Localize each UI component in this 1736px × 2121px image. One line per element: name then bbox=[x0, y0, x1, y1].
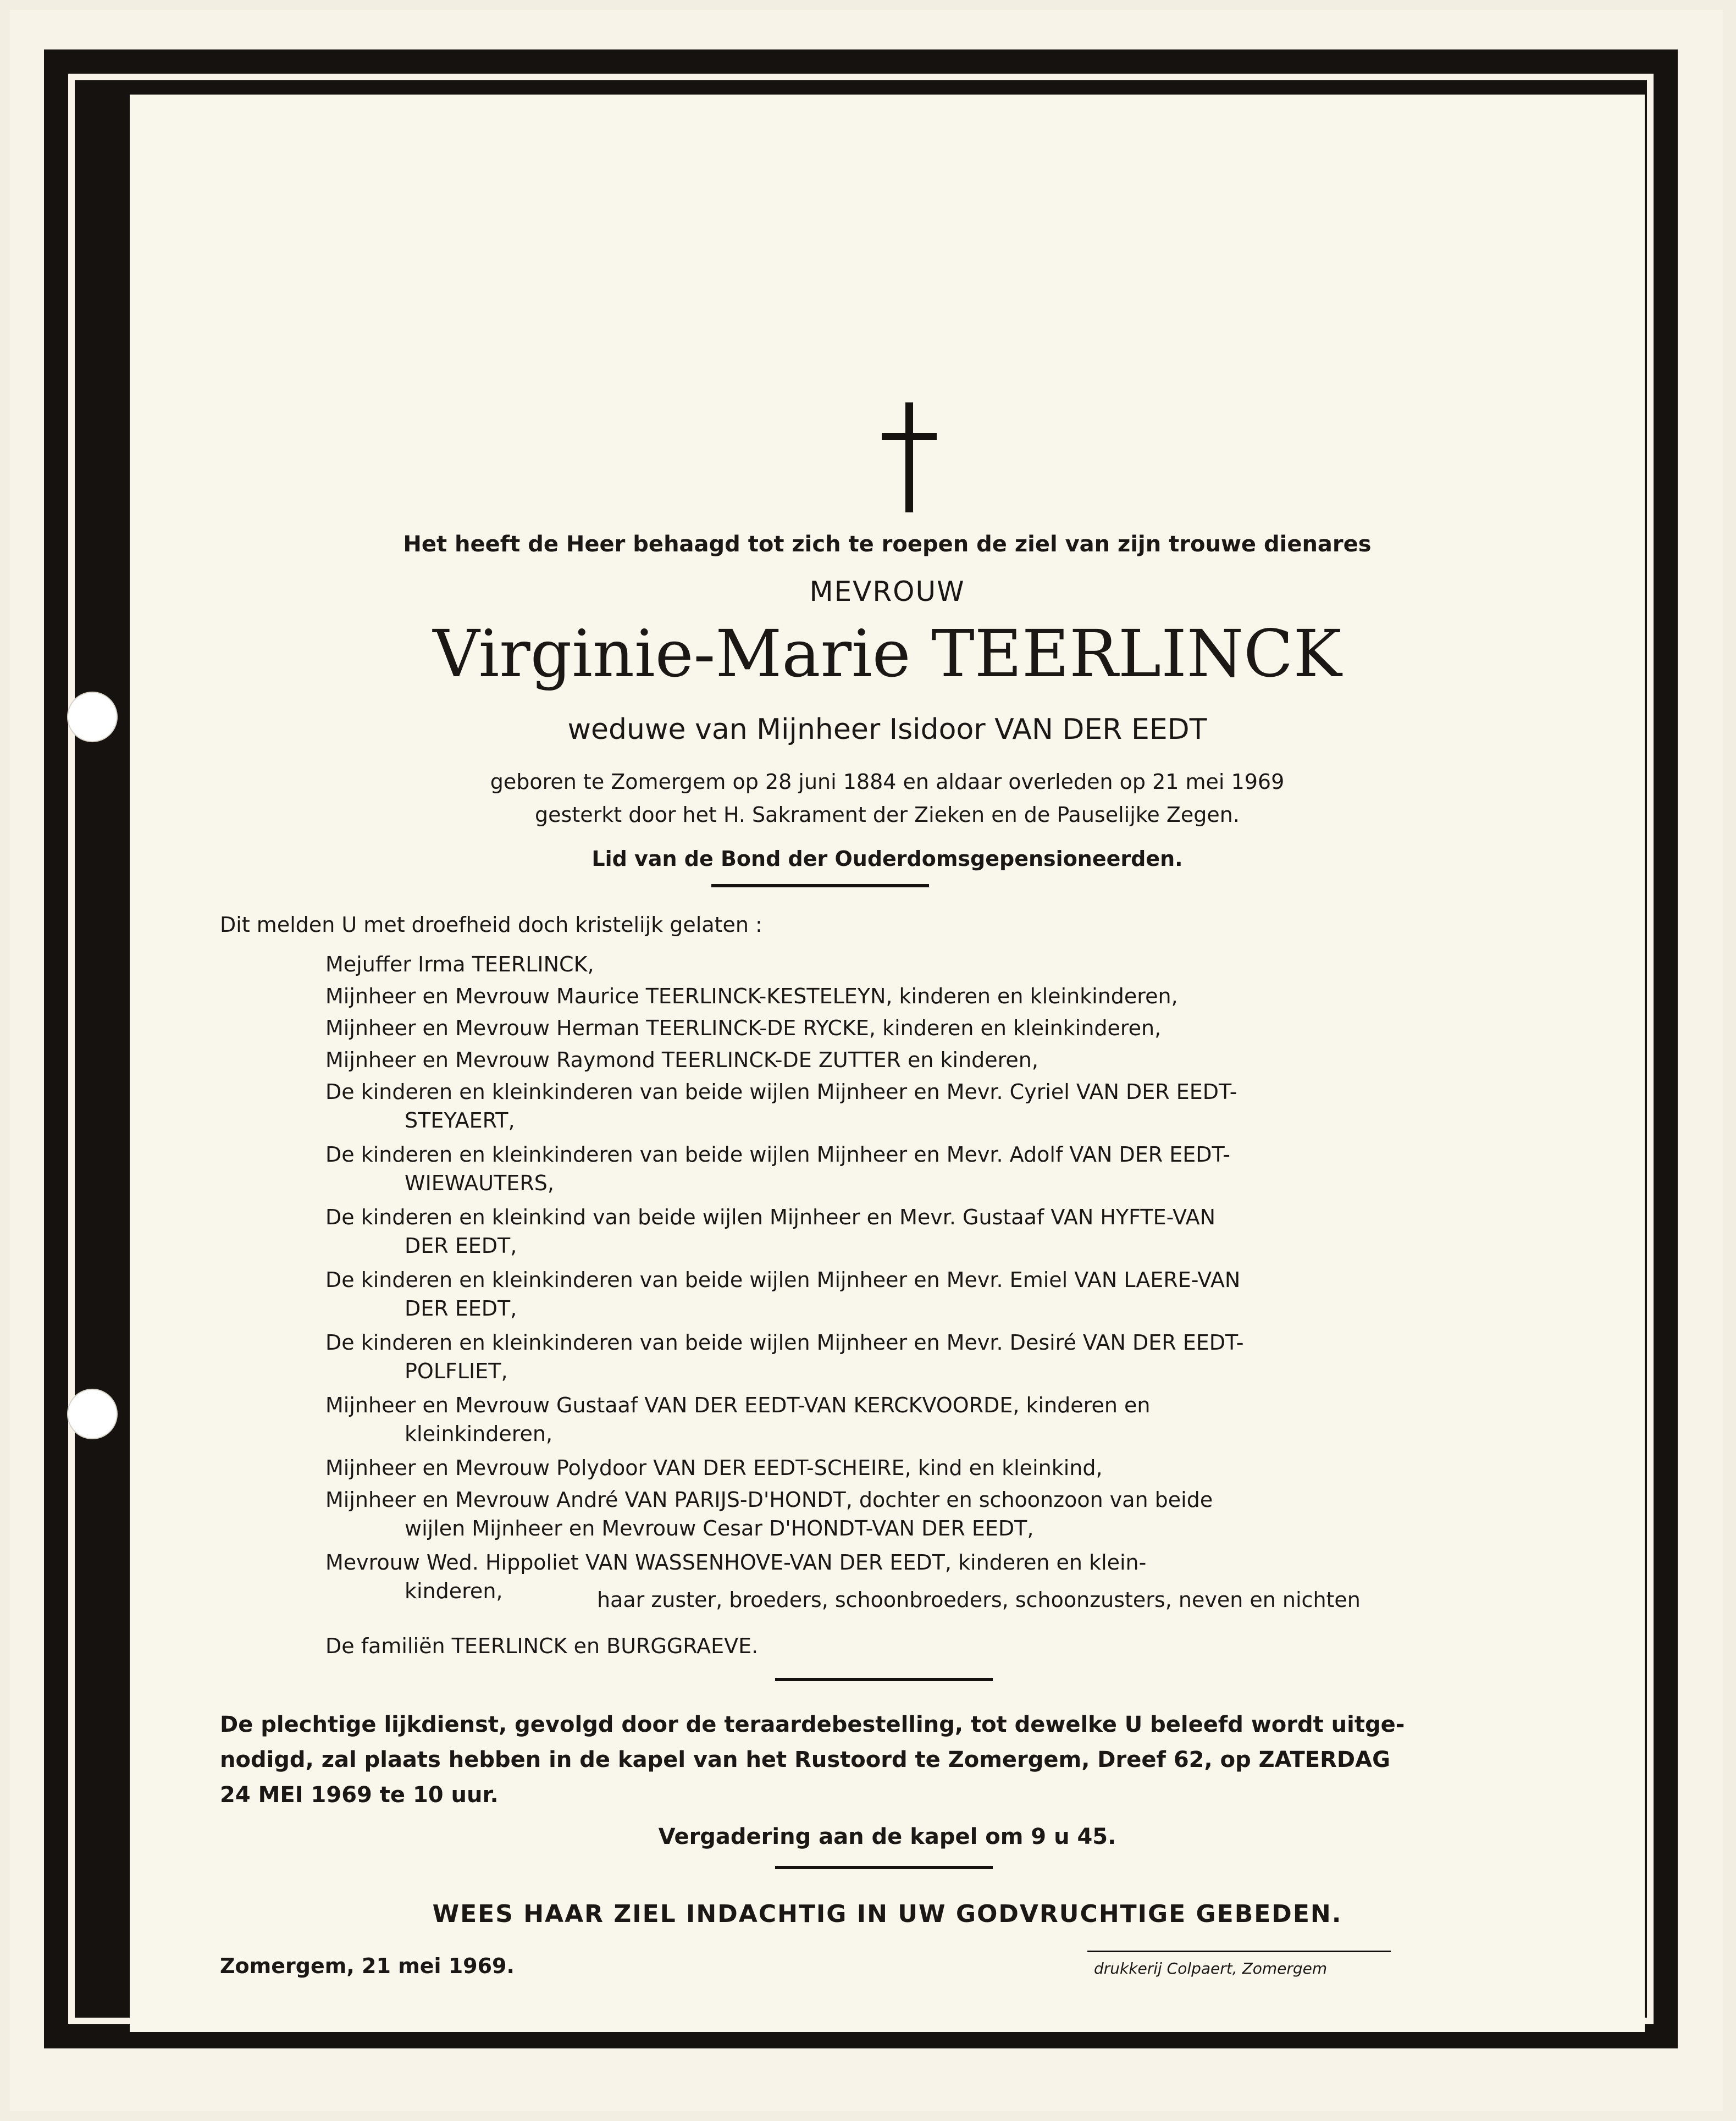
punch-hole bbox=[67, 692, 118, 742]
announcement-panel bbox=[130, 95, 1645, 2032]
family-line: Mijnheer en Mevrouw Gustaaf VAN DER EEDT-VAN KERCKVOORDE, kinderen en bbox=[325, 1393, 1151, 1417]
announcement-content bbox=[130, 95, 1645, 2032]
printer-rule bbox=[1087, 1951, 1391, 1952]
printer-credit: drukkerij Colpaert, Zomergem bbox=[1094, 1959, 1328, 1978]
family-line: Mevrouw Wed. Hippoliet VAN WASSENHOVE-VAN DER EEDT, kinderen en klein- bbox=[325, 1550, 1147, 1575]
family-line-continuation: DER EEDT, bbox=[405, 1234, 517, 1258]
family-line: De kinderen en kleinkinderen van beide wijlen Mijnheer en Mevr. Emiel VAN LAERE-VAN bbox=[325, 1268, 1241, 1292]
mourning-border bbox=[44, 49, 1678, 2048]
family-line: De kinderen en kleinkinderen van beide wijlen Mijnheer en Mevr. Adolf VAN DER EEDT- bbox=[325, 1142, 1230, 1167]
family-line: Mijnheer en Mevrouw Herman TEERLINCK-DE RYCKE, kinderen en kleinkinderen, bbox=[325, 1016, 1162, 1040]
family-line: De familiën TEERLINCK en BURGGRAEVE. bbox=[325, 1634, 759, 1658]
service-line: nodigd, zal plaats hebben in de kapel van het Rustoord te Zomergem, Dreef 62, op ZATERDAG bbox=[220, 1747, 1390, 1772]
inner-border bbox=[75, 80, 1647, 2018]
family-line: Mejuffer Irma TEERLINCK, bbox=[325, 952, 594, 976]
cross-icon bbox=[882, 402, 937, 512]
spouse-line: weduwe van Mijnheer Isidoor VAN DER EEDT bbox=[567, 713, 1207, 746]
border-gap bbox=[68, 74, 1654, 2024]
family-intro: Dit melden U met droefheid doch kristelijk gelaten : bbox=[220, 913, 762, 937]
document-sheet bbox=[10, 10, 1723, 2111]
family-line: Mijnheer en Mevrouw Polydoor VAN DER EEDT-SCHEIRE, kind en kleinkind, bbox=[325, 1456, 1103, 1480]
family-line: Mijnheer en Mevrouw Raymond TEERLINCK-DE ZUTTER en kinderen, bbox=[325, 1048, 1038, 1072]
family-line-continuation: wijlen Mijnheer en Mevrouw Cesar D'HONDT-VAN DER EEDT, bbox=[405, 1516, 1034, 1540]
family-line: De kinderen en kleinkinderen van beide wijlen Mijnheer en Mevr. Cyriel VAN DER EEDT- bbox=[325, 1080, 1237, 1104]
family-line-continuation: STEYAERT, bbox=[405, 1108, 515, 1133]
sacrament-line: gesterkt door het H. Sakrament der Zieken en de Pauselijke Zegen. bbox=[535, 803, 1240, 827]
intro-text: Het heeft de Heer behaagd tot zich te roepen de ziel van zijn trouwe dienares bbox=[403, 532, 1372, 557]
family-line: Mijnheer en Mevrouw Maurice TEERLINCK-KESTELEYN, kinderen en kleinkinderen, bbox=[325, 984, 1178, 1008]
divider-middle bbox=[775, 1678, 993, 1681]
family-line: De kinderen en kleinkind van beide wijlen Mijnheer en Mevr. Gustaaf VAN HYFTE-VAN bbox=[325, 1205, 1216, 1229]
divider-bottom bbox=[775, 1866, 993, 1869]
gathering-line: Vergadering aan de kapel om 9 u 45. bbox=[658, 1824, 1116, 1849]
family-line-continuation: kleinkinderen, bbox=[405, 1422, 553, 1446]
service-line: 24 MEI 1969 te 10 uur. bbox=[220, 1782, 499, 1808]
family-line: Mijnheer en Mevrouw André VAN PARIJS-D'HONDT, dochter en schoonzoon van beide bbox=[325, 1488, 1213, 1512]
family-line: De kinderen en kleinkinderen van beide wijlen Mijnheer en Mevr. Desiré VAN DER EEDT- bbox=[325, 1330, 1244, 1355]
family-line-continuation: WIEWAUTERS, bbox=[405, 1171, 554, 1195]
family-line: haar zuster, broeders, schoonbroeders, schoonzusters, neven en nichten bbox=[597, 1588, 1361, 1612]
family-line-continuation: POLFLIET, bbox=[405, 1359, 508, 1383]
birth-death-line: geboren te Zomergem op 28 juni 1884 en aldaar overleden op 21 mei 1969 bbox=[490, 770, 1285, 794]
deceased-name: Virginie-Marie TEERLINCK bbox=[433, 616, 1342, 692]
service-line: De plechtige lijkdienst, gevolgd door de teraardebestelling, tot dewelke U beleefd wordt uitge- bbox=[220, 1712, 1405, 1737]
membership-line: Lid van de Bond der Ouderdomsgepensioneerden. bbox=[591, 847, 1183, 871]
salutation: MEVROUW bbox=[809, 576, 965, 607]
family-line-continuation: DER EEDT, bbox=[405, 1296, 517, 1321]
place-date: Zomergem, 21 mei 1969. bbox=[220, 1954, 515, 1978]
divider-top bbox=[711, 884, 929, 887]
punch-hole bbox=[67, 1389, 118, 1439]
family-line-continuation: kinderen, bbox=[405, 1579, 503, 1603]
prayer-line: WEES HAAR ZIEL INDACHTIG IN UW GODVRUCHTIGE GEBEDEN. bbox=[432, 1900, 1342, 1928]
